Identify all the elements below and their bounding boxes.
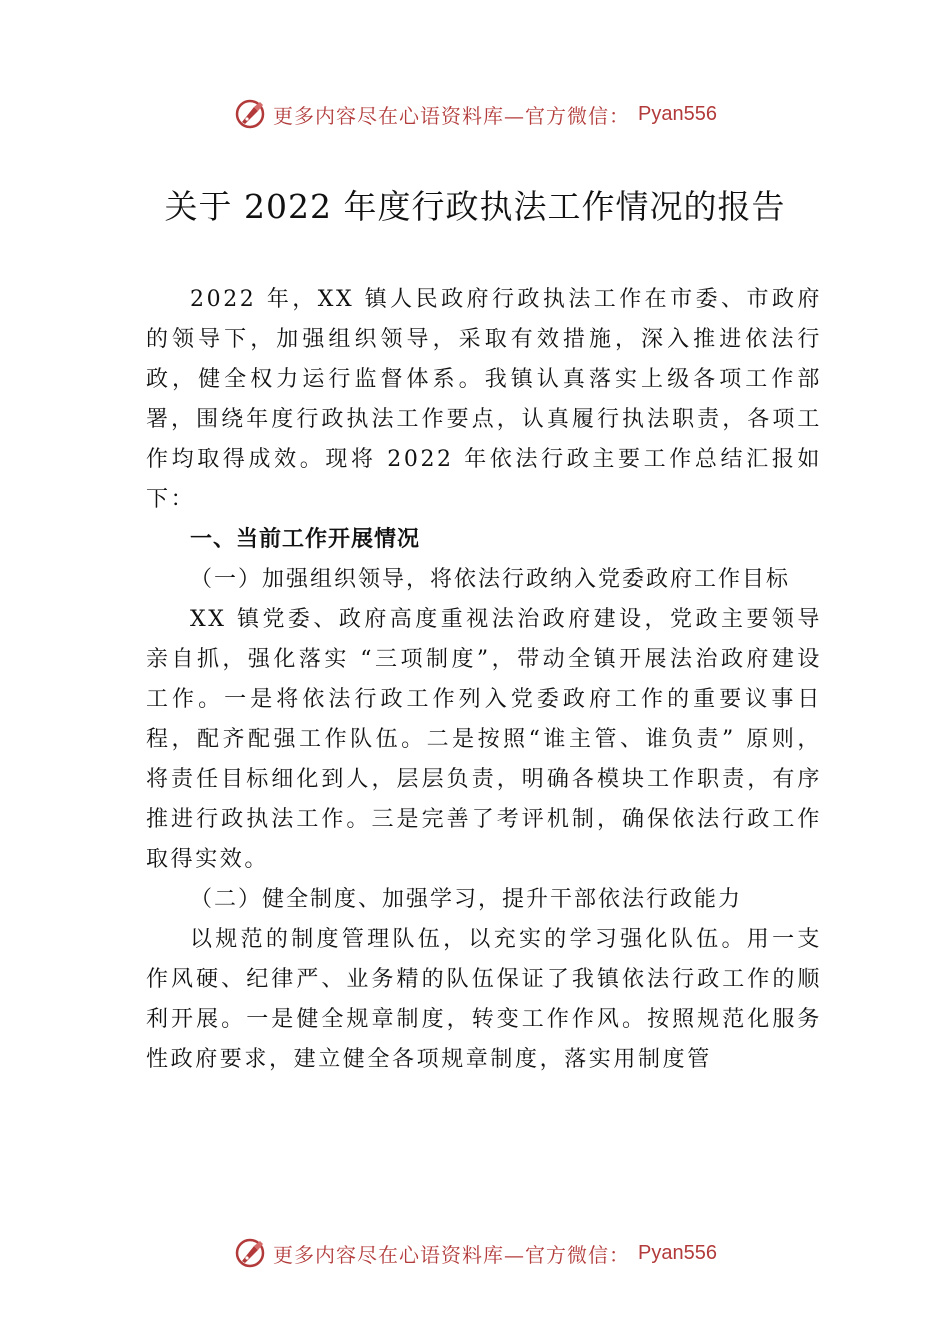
watermark-text: 更多内容尽在心语资料库—官方微信： xyxy=(273,103,631,128)
pen-nib-logo-icon xyxy=(233,97,267,131)
watermark-wechat-id: Pyan556 xyxy=(638,1241,717,1264)
document-body xyxy=(146,280,822,1080)
intro-paragraph: 2022 年，XX 镇人民政府行政执法工作在市委、市政府的领导下，加强组织领导，采取有效措施，深入推进依法行政，健全权力运行监督体系。我镇认真落实上级各项工作部署，围绕年度行政执法工作要点，认真履行执法职责，各项工作均取得成效。现将 2022 年依法行政主要工作总结汇报如下： xyxy=(146,287,822,512)
watermark-wechat-id: Pyan556 xyxy=(638,102,717,125)
document-title: 关于 2022 年度行政执法工作情况的报告 xyxy=(164,187,786,226)
header-watermark xyxy=(0,94,950,134)
subsection-heading: （一）加强组织领导，将依法行政纳入党委政府工作目标 xyxy=(190,567,791,592)
section-heading: 一、当前工作开展情况 xyxy=(190,527,421,552)
watermark-text: 更多内容尽在心语资料库—官方微信： xyxy=(273,1242,631,1267)
body-paragraph: XX 镇党委、政府高度重视法治政府建设，党政主要领导亲自抓，强化落实 “三项制度”，带动全镇开展法治政府建设工作。一是将依法行政工作列入党委政府工作的重要议事日程，配齐配强工作队伍。二是按照“谁主管、谁负责” 原则，将责任目标细化到人，层层负责，明确各模块工作职责，有序推进行政执法工作。三是完善了考评机制，确保依法行政工作取得实效。 xyxy=(146,607,822,872)
body-paragraph: 以规范的制度管理队伍，以充实的学习强化队伍。用一支作风硬、纪律严、业务精的队伍保证了我镇依法行政工作的顺利开展。一是健全规章制度，转变工作作风。按照规范化服务性政府要求，建立健全各项规章制度，落实用制度管 xyxy=(146,927,822,1072)
pen-nib-logo-icon xyxy=(233,1236,267,1270)
footer-watermark xyxy=(0,1233,950,1273)
subsection-heading: （二）健全制度、加强学习，提升干部依法行政能力 xyxy=(190,887,743,912)
